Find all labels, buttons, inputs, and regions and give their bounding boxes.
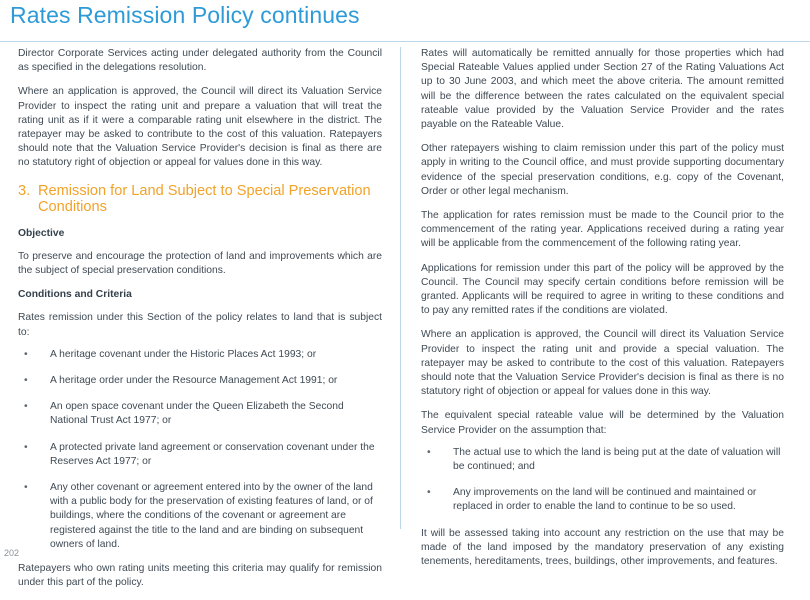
conditions-list [18, 348, 382, 552]
right-paragraph-6: The equivalent special rateable value will be determined by the Valuation Service Provider on the assumption that: [421, 410, 784, 436]
list-item [18, 400, 382, 428]
right-paragraph-1: Rates will automatically be remitted annually for those properties which had Special Rateable Values applied under Section 27 of the Rating Valuations Act up to 30 June 2003, and which meet the above criteria. The amount remitted will be the difference between the rates calculated on the equivalent special rateable value provided by the Valuation Service Provider and the rates payable on the Rateable Value. [421, 48, 784, 131]
right-paragraph-3: The application for rates remission must be made to the Council prior to the commencement of the rating year. Applications received during a rating year will be applicable from the commencement of the following rating year. [421, 210, 784, 250]
page-title: Rates Remission Policy continues [10, 2, 360, 28]
conditions-intro: Rates remission under this Section of the policy relates to land that is subject to: [18, 312, 382, 338]
section-number: 3. [18, 182, 31, 199]
title-rule [0, 41, 810, 42]
list-item-text: An open space covenant under the Queen Elizabeth the Second National Trust Act 1977; or [50, 401, 344, 427]
column-divider [400, 47, 401, 529]
list-item [421, 446, 784, 474]
right-paragraph-7: It will be assessed taking into account any restriction on the use that may be made of the land imposed by the mandatory preservation of any existing tenements, hereditaments, trees, buildings, other improvements, and features. [421, 527, 784, 568]
objective-text: To preserve and encourage the protection of land and improvements which are the subject of special preservation conditions. [18, 250, 382, 277]
right-paragraph-2: Other ratepayers wishing to claim remission under this part of the policy must apply in writing to the Council office, and must provide supporting documentary evidence of the special preservation conditions, e.g. copy of the Covenant, Order or other legal mechanism. [421, 143, 784, 197]
list-item [18, 374, 382, 388]
page-number: 202 [4, 548, 20, 558]
list-item [18, 481, 382, 552]
list-item-text: Any other covenant or agreement entered into by the owner of the land with a public body for the preservation of existing features of land, or of buildings, where the conditions of the covenant or agreement are registered against the title to the land and are binding on subsequent owners of land. [50, 482, 373, 550]
left-paragraph-1: Director Corporate Services acting under delegated authority from the Council as specified in the delegations resolution. [18, 48, 382, 74]
objective-heading: Objective [18, 227, 65, 239]
list-item [18, 441, 382, 469]
assumption-list [421, 446, 784, 515]
right-paragraph-5: Where an application is approved, the Council will direct its Valuation Service Provider to inspect the rating unit and provide a special valuation. The ratepayer may be asked to contribute to the cost of this valuation. Ratepayers should note that the Valuation Service Provider's decision is final as there is no statutory right of objection or appeal for values done in this way. [421, 329, 784, 398]
conditions-heading: Conditions and Criteria [18, 289, 132, 301]
section-title: Remission for Land Subject to Special Preservation Conditions [38, 182, 371, 215]
section-heading [18, 183, 382, 215]
list-item-text: A heritage covenant under the Historic Places Act 1993; or [50, 348, 317, 360]
list-item-text: Any improvements on the land will be continued and maintained or replaced in order to enable the land to continue to be so used. [453, 487, 757, 513]
left-paragraph-2: Where an application is approved, the Council will direct its Valuation Service Provider to inspect the rating unit and prepare a valuation that will treat the rating unit as if it were a comparable rating unit elsewhere in the district. The ratepayer may be asked to contribute to the cost of this valuation. Ratepayers should note that the Valuation Service Provider's decision is final as there are no statutory right of objection or appeal for values done in this way. [18, 86, 382, 169]
list-item-text: The actual use to which the land is being put at the date of valuation will be continued; and [453, 446, 781, 473]
list-item-text: A heritage order under the Resource Management Act 1991; or [50, 375, 338, 387]
list-item [18, 348, 382, 362]
right-column [421, 47, 784, 579]
left-column [18, 47, 382, 600]
bullet-icon: • [24, 375, 28, 387]
left-closing-paragraph: Ratepayers who own rating units meeting this criteria may qualify for remission under this part of the policy. [18, 563, 382, 589]
bullet-icon: • [24, 441, 28, 453]
list-item [421, 486, 784, 514]
bullet-icon: • [24, 348, 28, 360]
bullet-icon: • [24, 482, 28, 494]
bullet-icon: • [427, 487, 431, 499]
bullet-icon: • [427, 446, 431, 458]
right-paragraph-4: Applications for remission under this part of the policy will be approved by the Council. The Council may specify certain conditions before remission will be granted. Applicants will be required to agree in writing to these conditions and to pay any remitted rates if the conditions are violated. [421, 262, 784, 317]
bullet-icon: • [24, 401, 28, 413]
list-item-text: A protected private land agreement or conservation covenant under the Reserves Act 1977; or [50, 441, 375, 467]
